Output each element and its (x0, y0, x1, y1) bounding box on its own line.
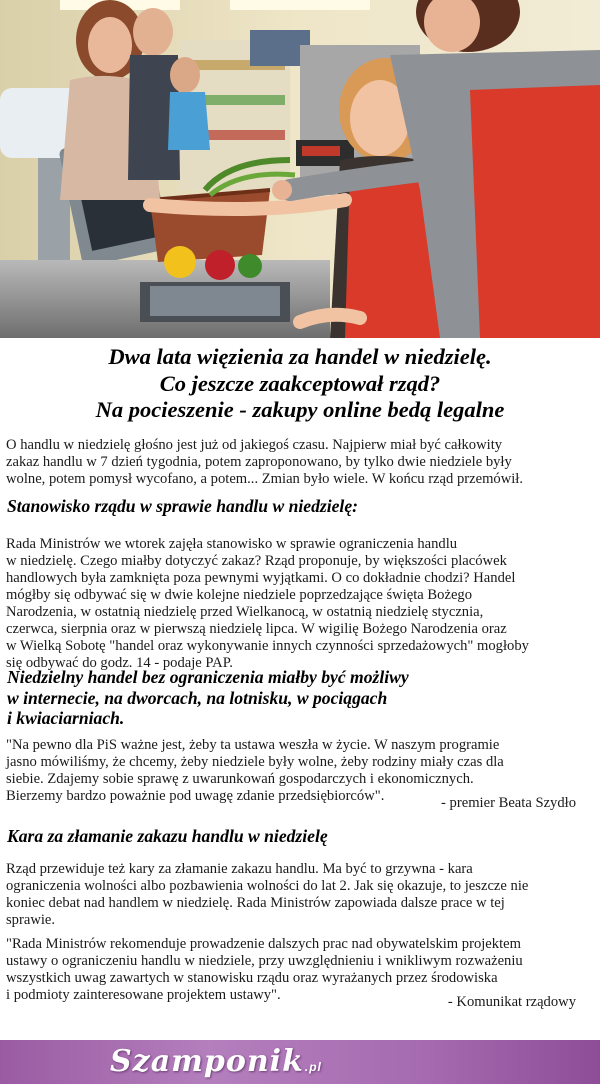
text-line: jasno mówiliśmy, że chcemy, żeby niedziele były wolne, żeby rodziny miały czas dla (6, 754, 504, 770)
text-line: zakaz handlu w 7 dzień tygodnia, potem zaproponowano, by tylko dwie niedziele były (6, 454, 512, 470)
checkout-scene-illustration (0, 0, 600, 338)
text-line: czerwca, sierpnia oraz w pierwszą niedzielę lipca. W wigilię Bożego Narodzenia oraz (6, 621, 507, 637)
text-line: Bierzemy bardzo poważnie pod uwagę zdanie przedsiębiorców". (6, 788, 385, 804)
text-line: Rząd przewiduje też kary za złamanie zakazu handlu. Ma być to grzywna - kara (6, 861, 473, 877)
text-line: ustawy o ograniczeniu handlu w niedziele, przy uwzględnieniu i wnikliwym rozważeniu (6, 953, 523, 969)
headline-line: Dwa lata więzienia za handel w niedzielę. (108, 344, 492, 369)
text-line: w niedzielę. Czego miałby dotyczyć zakaz? Rząd proponuje, by większości placówek (6, 553, 507, 569)
site-logo[interactable] (110, 1044, 322, 1079)
heading-text: Stanowisko rządu w sprawie handlu w niedzielę: (7, 496, 358, 516)
text-line: w Wielką Sobotę "handel oraz wykonywanie innych czynności sprzedażowych" mogłoby (6, 638, 529, 654)
text-line: Rada Ministrów we wtorek zajęła stanowisko w sprawie ograniczenia handlu (6, 536, 458, 552)
text-line: "Rada Ministrów rekomenduje prowadzenie dalszych prac nad obywatelskim projektem (6, 936, 521, 952)
text-line: się odbywać do godz. 14 - podaje PAP. (6, 655, 233, 671)
text-line: handlowych była zamknięta poza pewnymi wyjątkami. O co dokładnie chodzi? Handel (6, 570, 516, 586)
logo-text: Szamponik (110, 1044, 304, 1079)
text-line: wszystkich uwag zawartych w stanowisku rządu oraz wyrażanych przez środowiska (6, 970, 498, 986)
text-line: wolne, potem pomysł wycofano, a potem... Zmian było wiele. W końcu rząd przemówił. (6, 471, 524, 487)
text-line: koniec debat nad handlem w niedzielę. Rada Ministrów zapowiada dalsze prace w tej (6, 895, 505, 911)
heading-line: w internecie, na dworcach, na lotnisku, w pociągach (7, 687, 388, 708)
section-heading-stanowisko (7, 496, 593, 517)
text-line: O handlu w niedzielę głośno jest już od jakiegoś czasu. Najpierw miał być całkowity (6, 437, 503, 453)
article-headline (0, 344, 600, 424)
heading-line: Niedzielny handel bez ograniczenia miałby być możliwy (7, 667, 409, 687)
text-line: Narodzenia, w ostatnią niedzielę przed Wielkanocą, w ostatnią niedzielę stycznia, (6, 604, 484, 620)
heading-line: i kwiaciarniach. (7, 708, 125, 728)
text-line: i podmioty zainteresowane projektem ustawy". (6, 987, 281, 1003)
quote-attribution: - Komunikat rządowy (447, 994, 576, 1010)
logo-domain: .pl (304, 1060, 322, 1074)
text-line: siebie. Zdajemy sobie sprawę z uwarunkowań gospodarczych i ekonomicznych. (6, 771, 474, 787)
section3-paragraph (6, 861, 594, 929)
headline-line: Na pocieszenie - zakupy online bedą legalne (95, 397, 505, 422)
text-line: "Na pewno dla PiS ważne jest, żeby ta ustawa weszła w życie. W naszym programie (6, 737, 500, 753)
text-line: mógłby się odbywać się w dwie kolejne niedziele poprzedzające święta Bożego (6, 587, 473, 603)
text-line: ograniczenia wolności albo pozbawienia wolności do lat 2. Jak się okazuje, to jeszcze nie (6, 878, 529, 894)
site-footer-banner (0, 1040, 600, 1084)
intro-paragraph (6, 437, 594, 488)
section-heading-kara (7, 826, 593, 847)
section1-paragraph (6, 536, 594, 672)
quote-attribution: - premier Beata Szydło (441, 795, 576, 811)
headline-line: Co jeszcze zaakceptował rząd? (159, 370, 441, 396)
text-line: sprawie. (6, 912, 56, 928)
heading-text: Kara za złamanie zakazu handlu w niedzielę (7, 826, 328, 846)
hero-photo (0, 0, 600, 338)
section-heading-niedzielny-handel (7, 667, 593, 729)
